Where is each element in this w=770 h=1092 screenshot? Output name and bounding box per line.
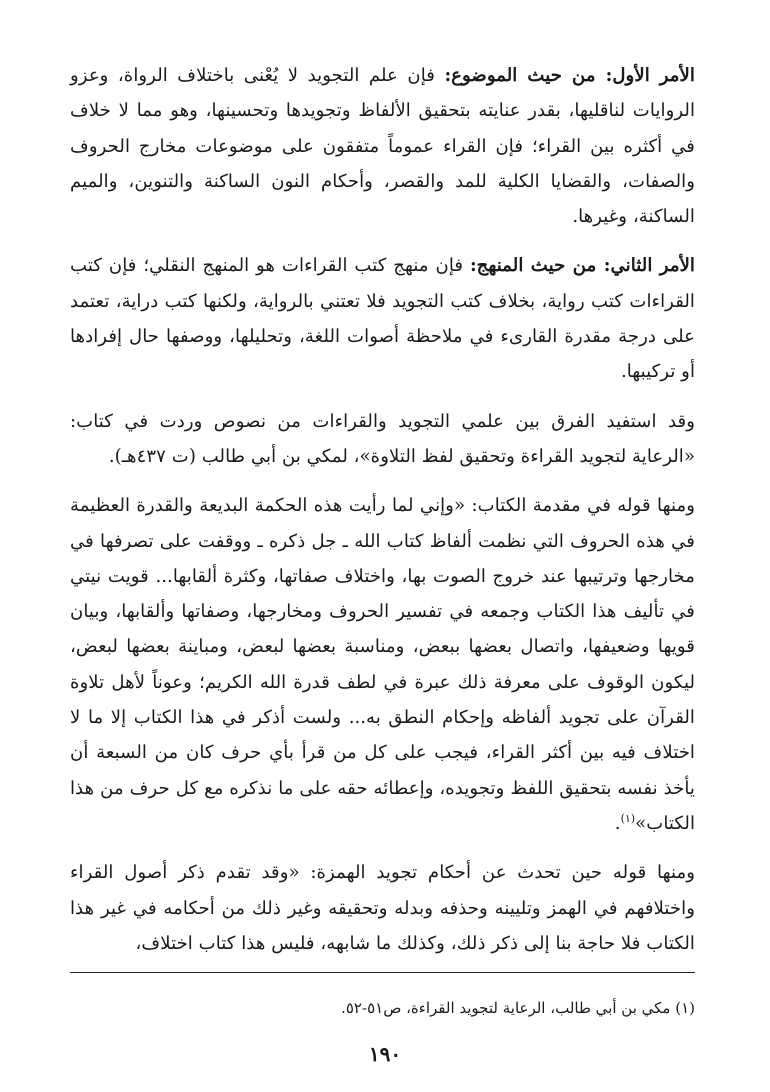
- paragraph-lead: الأمر الثاني: من حيث المنهج:: [469, 255, 695, 277]
- paragraph-lead: الأمر الأول: من حيث الموضوع:: [444, 65, 695, 86]
- paragraph-source: [70, 404, 695, 475]
- paragraph-quote-intro: [70, 488, 695, 841]
- page-number: ١٩٠: [368, 1042, 402, 1066]
- paragraph-text: فإن منهج كتب القراءات هو المنهج النقلي؛ فإن كتب القراءات كتب رواية، بخلاف كتب التجويد فلا تعتني بالرواية، ولكنها كتب دراية، تعتمد على درجة مقدرة القارىء في ملاحظة أصوات اللغة، وتحليلها، ووصفها حال إفرادها أو تركيبها.: [70, 255, 695, 383]
- paragraph-method: [70, 248, 695, 389]
- paragraph-text: ومنها قوله في مقدمة الكتاب: «وإني لما رأيت هذه الحكمة البديعة والقدرة العظيمة في هذه الحروف التي نظمت ألفاظ كتاب الله ـ جل ذكره ـ ووقفت على تصرفها في مخارجها وترتيبها عند خروج الصوت بها، واختلاف صفاتها، وكثرة ألقابها... قويت نيتي في تأليف هذا الكتاب وجمعه في تفسير الحروف ومخارجها، وصفاتها وألقابها، وبيان قويها وضعيفها، واتصال بعضها ببعض، ومناسبة بعضها لبعض، ومباينة بعضها لبعض، ليكون الوقوف على معرفة ذلك عبرة في لطف قدرة الله الكريم؛ وعوناً لأهل تلاوة القرآن على تجويد ألفاظه وإحكام النطق به... ولست أذكر في هذا الكتاب إلا ما لا اختلاف فيه بين أكثر القراء، فيجب على كل من قرأ بأي حرف كان من السبعة أن يأخذ نفسه بتحقيق اللفظ وتجويده، وإعطائه حقه على ما نذكره مع كل حرف من هذا الكتاب»: [70, 495, 695, 834]
- footnote-reference[interactable]: (١): [620, 811, 636, 825]
- paragraph-topic: [70, 58, 695, 234]
- footnote: (١) مكي بن أبي طالب، الرعاية لتجويد القراءة، ص٥١-٥٢.: [341, 999, 695, 1017]
- page-body: [70, 58, 695, 975]
- paragraph-text: فإن علم التجويد لا يُعْنى باختلاف الرواة، وعزو الروايات لناقليها، بقدر عنايته بتحقيق الألفاظ وتجويدها وتحسينها، وهو مما لا خلاف في أكثره بين القراء؛ فإن القراء عموماً متفقون على موضوعات مخارج الحروف والصفات، والقضايا الكلية للمد والقصر، وأحكام النون الساكنة والتنوين، والميم الساكنة، وغيرها.: [70, 65, 695, 228]
- paragraph-quote-hamza: [70, 855, 695, 961]
- footnote-divider: [70, 972, 695, 973]
- paragraph-text: ومنها قوله حين تحدث عن أحكام تجويد الهمزة: «وقد تقدم ذكر أصول القراء واختلافهم في الهمز وتليينه وحذفه وبدله وتحقيقه وغير ذلك من أحكامه في غير هذا الكتاب فلا حاجة بنا إلى ذكر ذلك، وكذلك ما شابهه، فليس هذا كتاب اختلاف،: [70, 862, 695, 954]
- paragraph-tail: .: [614, 812, 621, 834]
- paragraph-text: وقد استفيد الفرق بين علمي التجويد والقراءات من نصوص وردت في كتاب: «الرعاية لتجويد القراءة وتحقيق لفظ التلاوة»، لمكي بن أبي طالب (ت ٤٣٧هـ).: [70, 410, 695, 467]
